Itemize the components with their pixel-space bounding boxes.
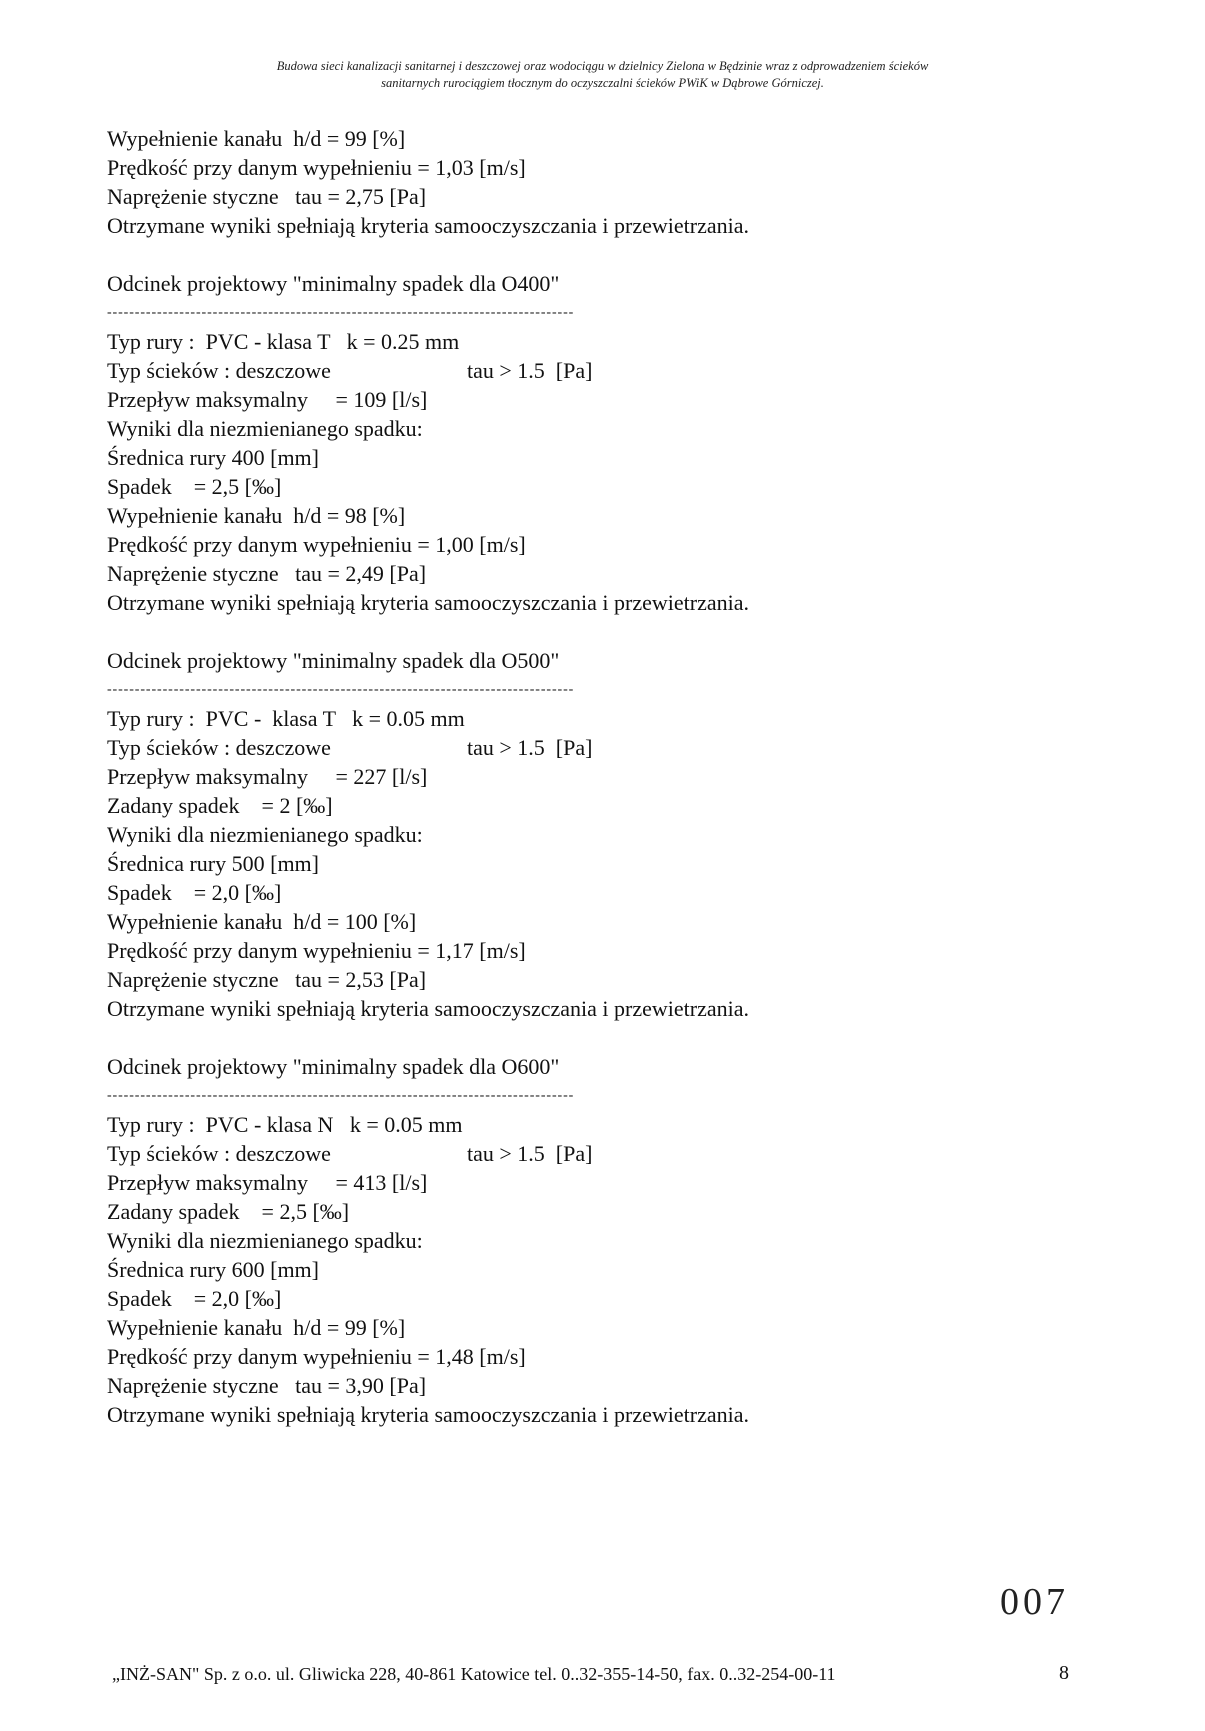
page-code: 007 — [1000, 1581, 1069, 1623]
result-line: Naprężenie styczne tau = 2,53 [Pa] — [107, 967, 427, 992]
result-line: Wyniki dla niezmienianego spadku: — [107, 416, 423, 441]
tau-requirement: tau > 1.5 [Pa] — [467, 735, 593, 760]
sewage-type: Typ ścieków : deszczowe — [107, 1141, 331, 1166]
result-line: Otrzymane wyniki spełniają kryteria samooczyszczania i przewietrzania. — [107, 590, 749, 615]
intro-line: Wypełnienie kanału h/d = 99 [%] — [107, 126, 406, 151]
result-line: Wyniki dla niezmienianego spadku: — [107, 1228, 423, 1253]
result-line: Prędkość przy danym wypełnieniu = 1,48 [m/s] — [107, 1344, 526, 1369]
pipe-type: Typ rury : PVC - klasa T k = 0.25 mm — [107, 329, 460, 354]
result-line: Średnica rury 500 [mm] — [107, 851, 319, 876]
company-footer: „INŻ-SAN" Sp. z o.o. ul. Gliwicka 228, 40-861 Katowice tel. 0..32-355-14-50, fax. 0..32-254-00-11 — [112, 1664, 836, 1684]
result-line: Otrzymane wyniki spełniają kryteria samooczyszczania i przewietrzania. — [107, 1402, 749, 1427]
result-line: Prędkość przy danym wypełnieniu = 1,00 [m/s] — [107, 532, 526, 557]
result-line: Spadek = 2,5 [‰] — [107, 474, 282, 499]
section-title: Odcinek projektowy "minimalny spadek dla O400" — [107, 271, 560, 296]
result-line: Prędkość przy danym wypełnieniu = 1,17 [m/s] — [107, 938, 526, 963]
section-divider: ------------------------------------------------------------------------------------ — [107, 305, 575, 320]
tau-requirement: tau > 1.5 [Pa] — [467, 358, 593, 383]
section-divider: ------------------------------------------------------------------------------------ — [107, 682, 575, 697]
section-title: Odcinek projektowy "minimalny spadek dla O600" — [107, 1054, 560, 1079]
intro-line: Naprężenie styczne tau = 2,75 [Pa] — [107, 184, 427, 209]
sewage-type-row — [107, 733, 1007, 762]
result-line: Przepływ maksymalny = 109 [l/s] — [107, 387, 428, 412]
sewage-type-row — [107, 1139, 1007, 1168]
result-line: Średnica rury 600 [mm] — [107, 1257, 319, 1282]
result-line: Otrzymane wyniki spełniają kryteria samooczyszczania i przewietrzania. — [107, 996, 749, 1021]
header-line-1: Budowa sieci kanalizacji sanitarnej i deszczowej oraz wodociągu w dzielnicy Zielona w Będzinie wraz z odprowadzeniem ścieków — [276, 59, 929, 73]
page-number: 8 — [1059, 1662, 1069, 1684]
result-line: Przepływ maksymalny = 227 [l/s] — [107, 764, 428, 789]
sewage-type: Typ ścieków : deszczowe — [107, 358, 331, 383]
result-line: Przepływ maksymalny = 413 [l/s] — [107, 1170, 428, 1195]
sewage-type-row — [107, 356, 1007, 385]
sewage-type: Typ ścieków : deszczowe — [107, 735, 331, 760]
tau-requirement: tau > 1.5 [Pa] — [467, 1141, 593, 1166]
result-line: Zadany spadek = 2 [‰] — [107, 793, 333, 818]
intro-line: Prędkość przy danym wypełnieniu = 1,03 [m/s] — [107, 155, 526, 180]
pipe-type: Typ rury : PVC - klasa N k = 0.05 mm — [107, 1112, 463, 1137]
document-header — [0, 58, 1205, 92]
result-line: Wyniki dla niezmienianego spadku: — [107, 822, 423, 847]
section-title: Odcinek projektowy "minimalny spadek dla O500" — [107, 648, 560, 673]
result-line: Naprężenie styczne tau = 2,49 [Pa] — [107, 561, 427, 586]
result-line: Spadek = 2,0 [‰] — [107, 1286, 282, 1311]
result-line: Naprężenie styczne tau = 3,90 [Pa] — [107, 1373, 427, 1398]
result-line: Spadek = 2,0 [‰] — [107, 880, 282, 905]
result-line: Wypełnienie kanału h/d = 98 [%] — [107, 503, 406, 528]
result-line: Zadany spadek = 2,5 [‰] — [107, 1199, 350, 1224]
pipe-type: Typ rury : PVC - klasa T k = 0.05 mm — [107, 706, 465, 731]
report-body — [107, 124, 1007, 1429]
intro-line: Otrzymane wyniki spełniają kryteria samooczyszczania i przewietrzania. — [107, 213, 749, 238]
section-divider: ------------------------------------------------------------------------------------ — [107, 1088, 575, 1103]
result-line: Wypełnienie kanału h/d = 100 [%] — [107, 909, 417, 934]
result-line: Wypełnienie kanału h/d = 99 [%] — [107, 1315, 406, 1340]
result-line: Średnica rury 400 [mm] — [107, 445, 319, 470]
header-line-2: sanitarnych rurociągiem tłocznym do oczyszczalni ścieków PWiK w Dąbrowe Górniczej. — [381, 76, 824, 90]
